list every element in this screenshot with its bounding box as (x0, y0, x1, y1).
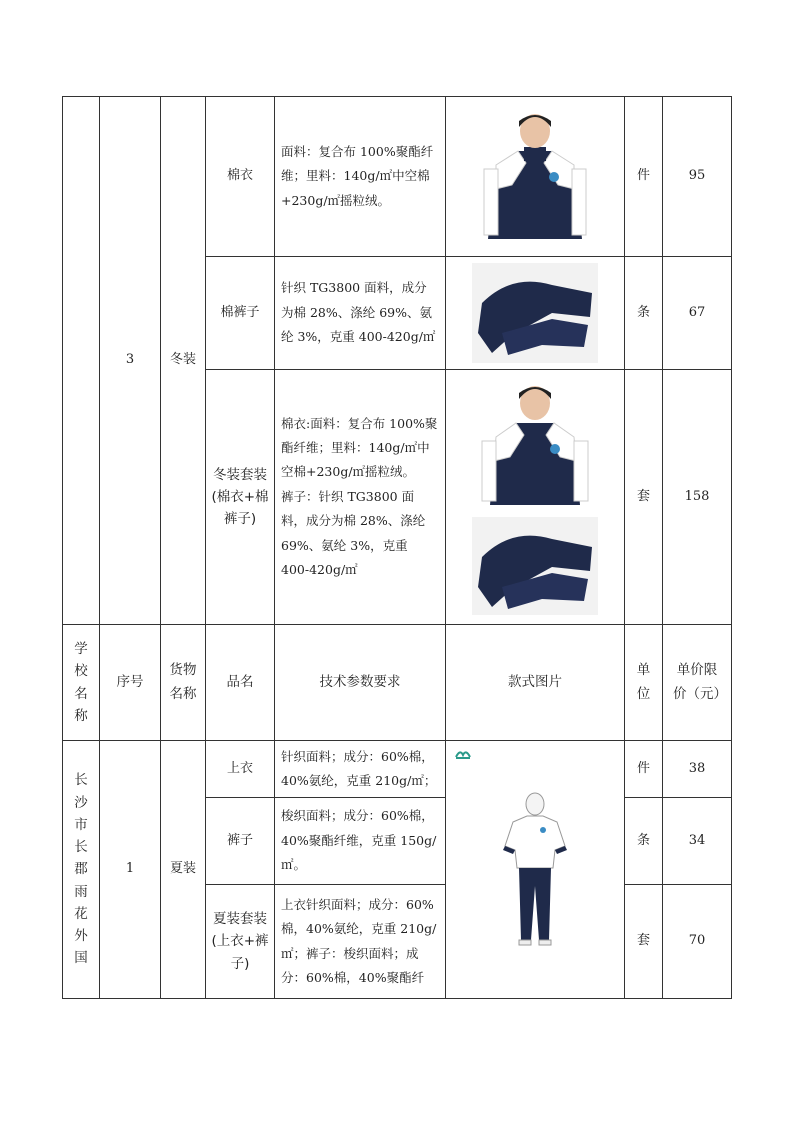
unit-cell: 条 (625, 257, 663, 370)
price-cell: 67 (663, 257, 732, 370)
logo-icon (454, 747, 472, 761)
header-category: 货物名称 (161, 625, 206, 741)
unit-cell: 条 (625, 798, 663, 885)
header-row (63, 625, 732, 741)
header-school: 学校名称 (63, 625, 100, 741)
item-name-cell: 裤子 (206, 798, 275, 885)
price-cell: 38 (663, 741, 732, 798)
table-row (63, 97, 732, 257)
spec-cell: 针织面料；成分：60%棉，40%氨纶，克重 210g/㎡； (275, 741, 446, 798)
seq-cell: 3 (100, 97, 161, 625)
table-row (63, 741, 732, 798)
spec-cell: 上衣针织面料；成分：60%棉，40%氨纶，克重 210g/㎡；裤子：梭织面料；成分：60%棉，40%聚酯纤 (275, 885, 446, 999)
header-spec: 技术参数要求 (275, 625, 446, 741)
price-cell: 95 (663, 97, 732, 257)
header-seq: 序号 (100, 625, 161, 741)
header-image: 款式图片 (446, 625, 625, 741)
item-name-cell: 棉衣 (206, 97, 275, 257)
spec-cell: 棉衣:面料：复合布 100%聚酯纤维；里料：140g/㎡中空棉+230g/㎡摇粒绒。 裤子：针织 TG3800 面料，成分为棉 28%、涤纶 69%、氨纶 3%，克重 400-420g/㎡ (275, 370, 446, 625)
price-cell: 34 (663, 798, 732, 885)
item-name-cell: 上衣 (206, 741, 275, 798)
item-name-cell: 棉裤子 (206, 257, 275, 370)
summer-uniform-photo-icon (446, 741, 625, 999)
unit-cell: 套 (625, 370, 663, 625)
price-cell: 70 (663, 885, 732, 999)
winter-jacket-photo-icon (446, 97, 625, 257)
seq-cell: 1 (100, 741, 161, 999)
unit-cell: 套 (625, 885, 663, 999)
spec-cell: 针织 TG3800 面料，成分为棉 28%、涤纶 69%、氨纶 3%，克重 400-420g/㎡ (275, 257, 446, 370)
header-price: 单价限价（元） (663, 625, 732, 741)
unit-cell: 件 (625, 97, 663, 257)
winter-set-photo-icon (446, 370, 625, 625)
spec-cell: 面料：复合布 100%聚酯纤维；里料：140g/㎡中空棉+230g/㎡摇粒绒。 (275, 97, 446, 257)
school-name-cell: 长沙市长郡雨花外国 (63, 741, 100, 999)
item-name-cell: 夏装套装(上衣+裤子) (206, 885, 275, 999)
category-cell: 冬装 (161, 97, 206, 625)
unit-cell: 件 (625, 741, 663, 798)
uniform-price-table (62, 96, 732, 999)
price-cell: 158 (663, 370, 732, 625)
header-name: 品名 (206, 625, 275, 741)
spec-cell: 梭织面料；成分：60%棉，40%聚酯纤维，克重 150g/㎡。 (275, 798, 446, 885)
school-cell-empty (63, 97, 100, 625)
category-cell: 夏装 (161, 741, 206, 999)
item-name-cell: 冬装套装(棉衣+棉裤子) (206, 370, 275, 625)
winter-pants-photo-icon (446, 257, 625, 370)
header-unit: 单位 (625, 625, 663, 741)
